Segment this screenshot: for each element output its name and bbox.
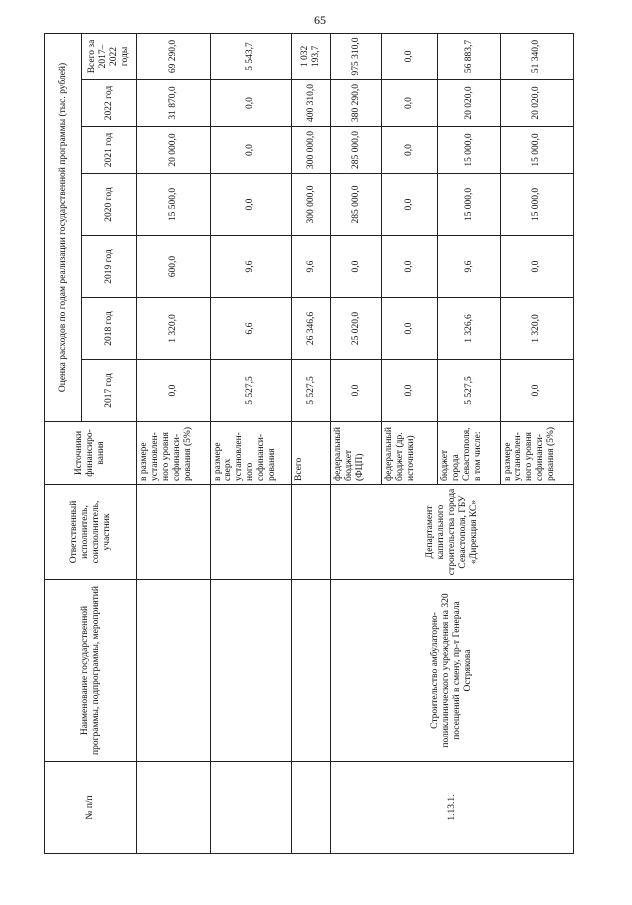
rotated-table-container <box>44 34 574 854</box>
cell-value: 5 527,5 <box>291 360 331 422</box>
cell-value: 0,0 <box>500 236 573 298</box>
cell-value: 0,0 <box>137 360 210 422</box>
page-number: 65 <box>314 13 326 27</box>
table-row <box>137 33 210 853</box>
cell-value: 0,0 <box>382 33 438 79</box>
header-expenses-group: Оценка расходов по годам реализации государственной программы (тыс. рублей) <box>45 33 82 421</box>
cell-value: 1 320,0 <box>500 298 573 360</box>
cell-value: 1 320,0 <box>137 298 210 360</box>
cell-source: в размере сверх установлен-ного софинанси-рования <box>210 422 291 485</box>
cell-value: 20 000,0 <box>137 127 210 174</box>
cell-num <box>291 762 331 854</box>
cell-value: 20 020,0 <box>500 80 573 127</box>
header-year: 2019 год <box>82 236 137 298</box>
cell-value: 5 527,5 <box>210 360 291 422</box>
cell-value: 51 340,0 <box>500 33 573 79</box>
cell-value: 1 326,6 <box>438 298 500 360</box>
cell-value: 0,0 <box>331 360 382 422</box>
cell-value: 285 000,0 <box>331 174 382 236</box>
header-total: Всего за 2017–2022 годы <box>82 33 137 79</box>
cell-value: 600,0 <box>137 236 210 298</box>
cell-value: 15 000,0 <box>438 127 500 174</box>
cell-value: 0,0 <box>210 174 291 236</box>
cell-value: 0,0 <box>382 360 438 422</box>
cell-value: 9,6 <box>438 236 500 298</box>
cell-value: 26 346,6 <box>291 298 331 360</box>
cell-value: 0,0 <box>382 80 438 127</box>
cell-source: в размере установлен-ного уровня софинанси-рования (5%) <box>500 422 573 485</box>
cell-value: 0,0 <box>382 127 438 174</box>
cell-value: 15 000,0 <box>500 127 573 174</box>
header-year: 2021 год <box>82 127 137 174</box>
cell-value: 300 000,0 <box>291 174 331 236</box>
cell-source: в размере установлен-ного уровня софинанси-рования (5%) <box>137 422 210 485</box>
header-year: 2018 год <box>82 298 137 360</box>
cell-value: 15 500,0 <box>137 174 210 236</box>
header-col-source: Источники финансиро-вания <box>45 422 137 485</box>
cell-exec <box>137 485 210 580</box>
cell-source: федеральный бюджет (ФЦП) <box>331 422 382 485</box>
cell-num <box>137 762 210 854</box>
cell-value: 20 020,0 <box>438 80 500 127</box>
cell-value: 9,6 <box>291 236 331 298</box>
cell-value: 300 000,0 <box>291 127 331 174</box>
cell-exec <box>210 485 291 580</box>
header-year: 2020 год <box>82 174 137 236</box>
cell-value: 25 020,0 <box>331 298 382 360</box>
cell-value: 975 310,0 <box>331 33 382 79</box>
cell-value: 0,0 <box>382 298 438 360</box>
cell-num: 1.13.1. <box>331 762 574 854</box>
cell-value: 0,0 <box>382 236 438 298</box>
cell-value: 9,6 <box>210 236 291 298</box>
cell-value: 15 000,0 <box>500 174 573 236</box>
cell-num <box>210 762 291 854</box>
header-col-name: Наименование государственной программы, подпрограммы, мероприятий <box>45 580 137 762</box>
table-row <box>331 33 382 853</box>
cell-exec <box>291 485 331 580</box>
header-col-num: № п/п <box>45 762 137 854</box>
cell-value: 380 290,0 <box>331 80 382 127</box>
cell-value: 0,0 <box>500 360 573 422</box>
cell-value: 6,6 <box>210 298 291 360</box>
cell-exec: Департамент капитального строительства города Севастополя, ГБУ «Дирекция КС» <box>331 485 574 580</box>
cell-name: Строительство амбулаторно-поликлинического учреждения на 320 посещений в смену, пр-т Генерала Острякова <box>331 580 574 762</box>
cell-value: 0,0 <box>210 127 291 174</box>
cell-value: 5 527,5 <box>438 360 500 422</box>
cell-value: 0,0 <box>331 236 382 298</box>
cell-value: 15 000,0 <box>438 174 500 236</box>
cell-source: федеральный бюджет (др. источники) <box>382 422 438 485</box>
cell-name <box>291 580 331 762</box>
cell-value: 56 883,7 <box>438 33 500 79</box>
header-col-exec: Ответственный исполнитель, соисполнитель, участник <box>45 485 137 580</box>
cell-value: 285 000,0 <box>331 127 382 174</box>
cell-value: 400 310,0 <box>291 80 331 127</box>
header-year: 2017 год <box>82 360 137 422</box>
cell-value: 5 543,7 <box>210 33 291 79</box>
cell-source: бюджет города Севастополя, в том числе: <box>438 422 500 485</box>
table-row <box>210 33 291 853</box>
header-year: 2022 год <box>82 80 137 127</box>
table-row <box>291 33 331 853</box>
cell-name <box>210 580 291 762</box>
cell-value: 69 290,0 <box>137 33 210 79</box>
cell-value: 0,0 <box>382 174 438 236</box>
cell-name <box>137 580 210 762</box>
financing-table <box>44 33 574 854</box>
cell-source: Всего <box>291 422 331 485</box>
cell-value: 0,0 <box>210 80 291 127</box>
cell-value: 1 032 193,7 <box>291 33 331 79</box>
cell-value: 31 870,0 <box>137 80 210 127</box>
